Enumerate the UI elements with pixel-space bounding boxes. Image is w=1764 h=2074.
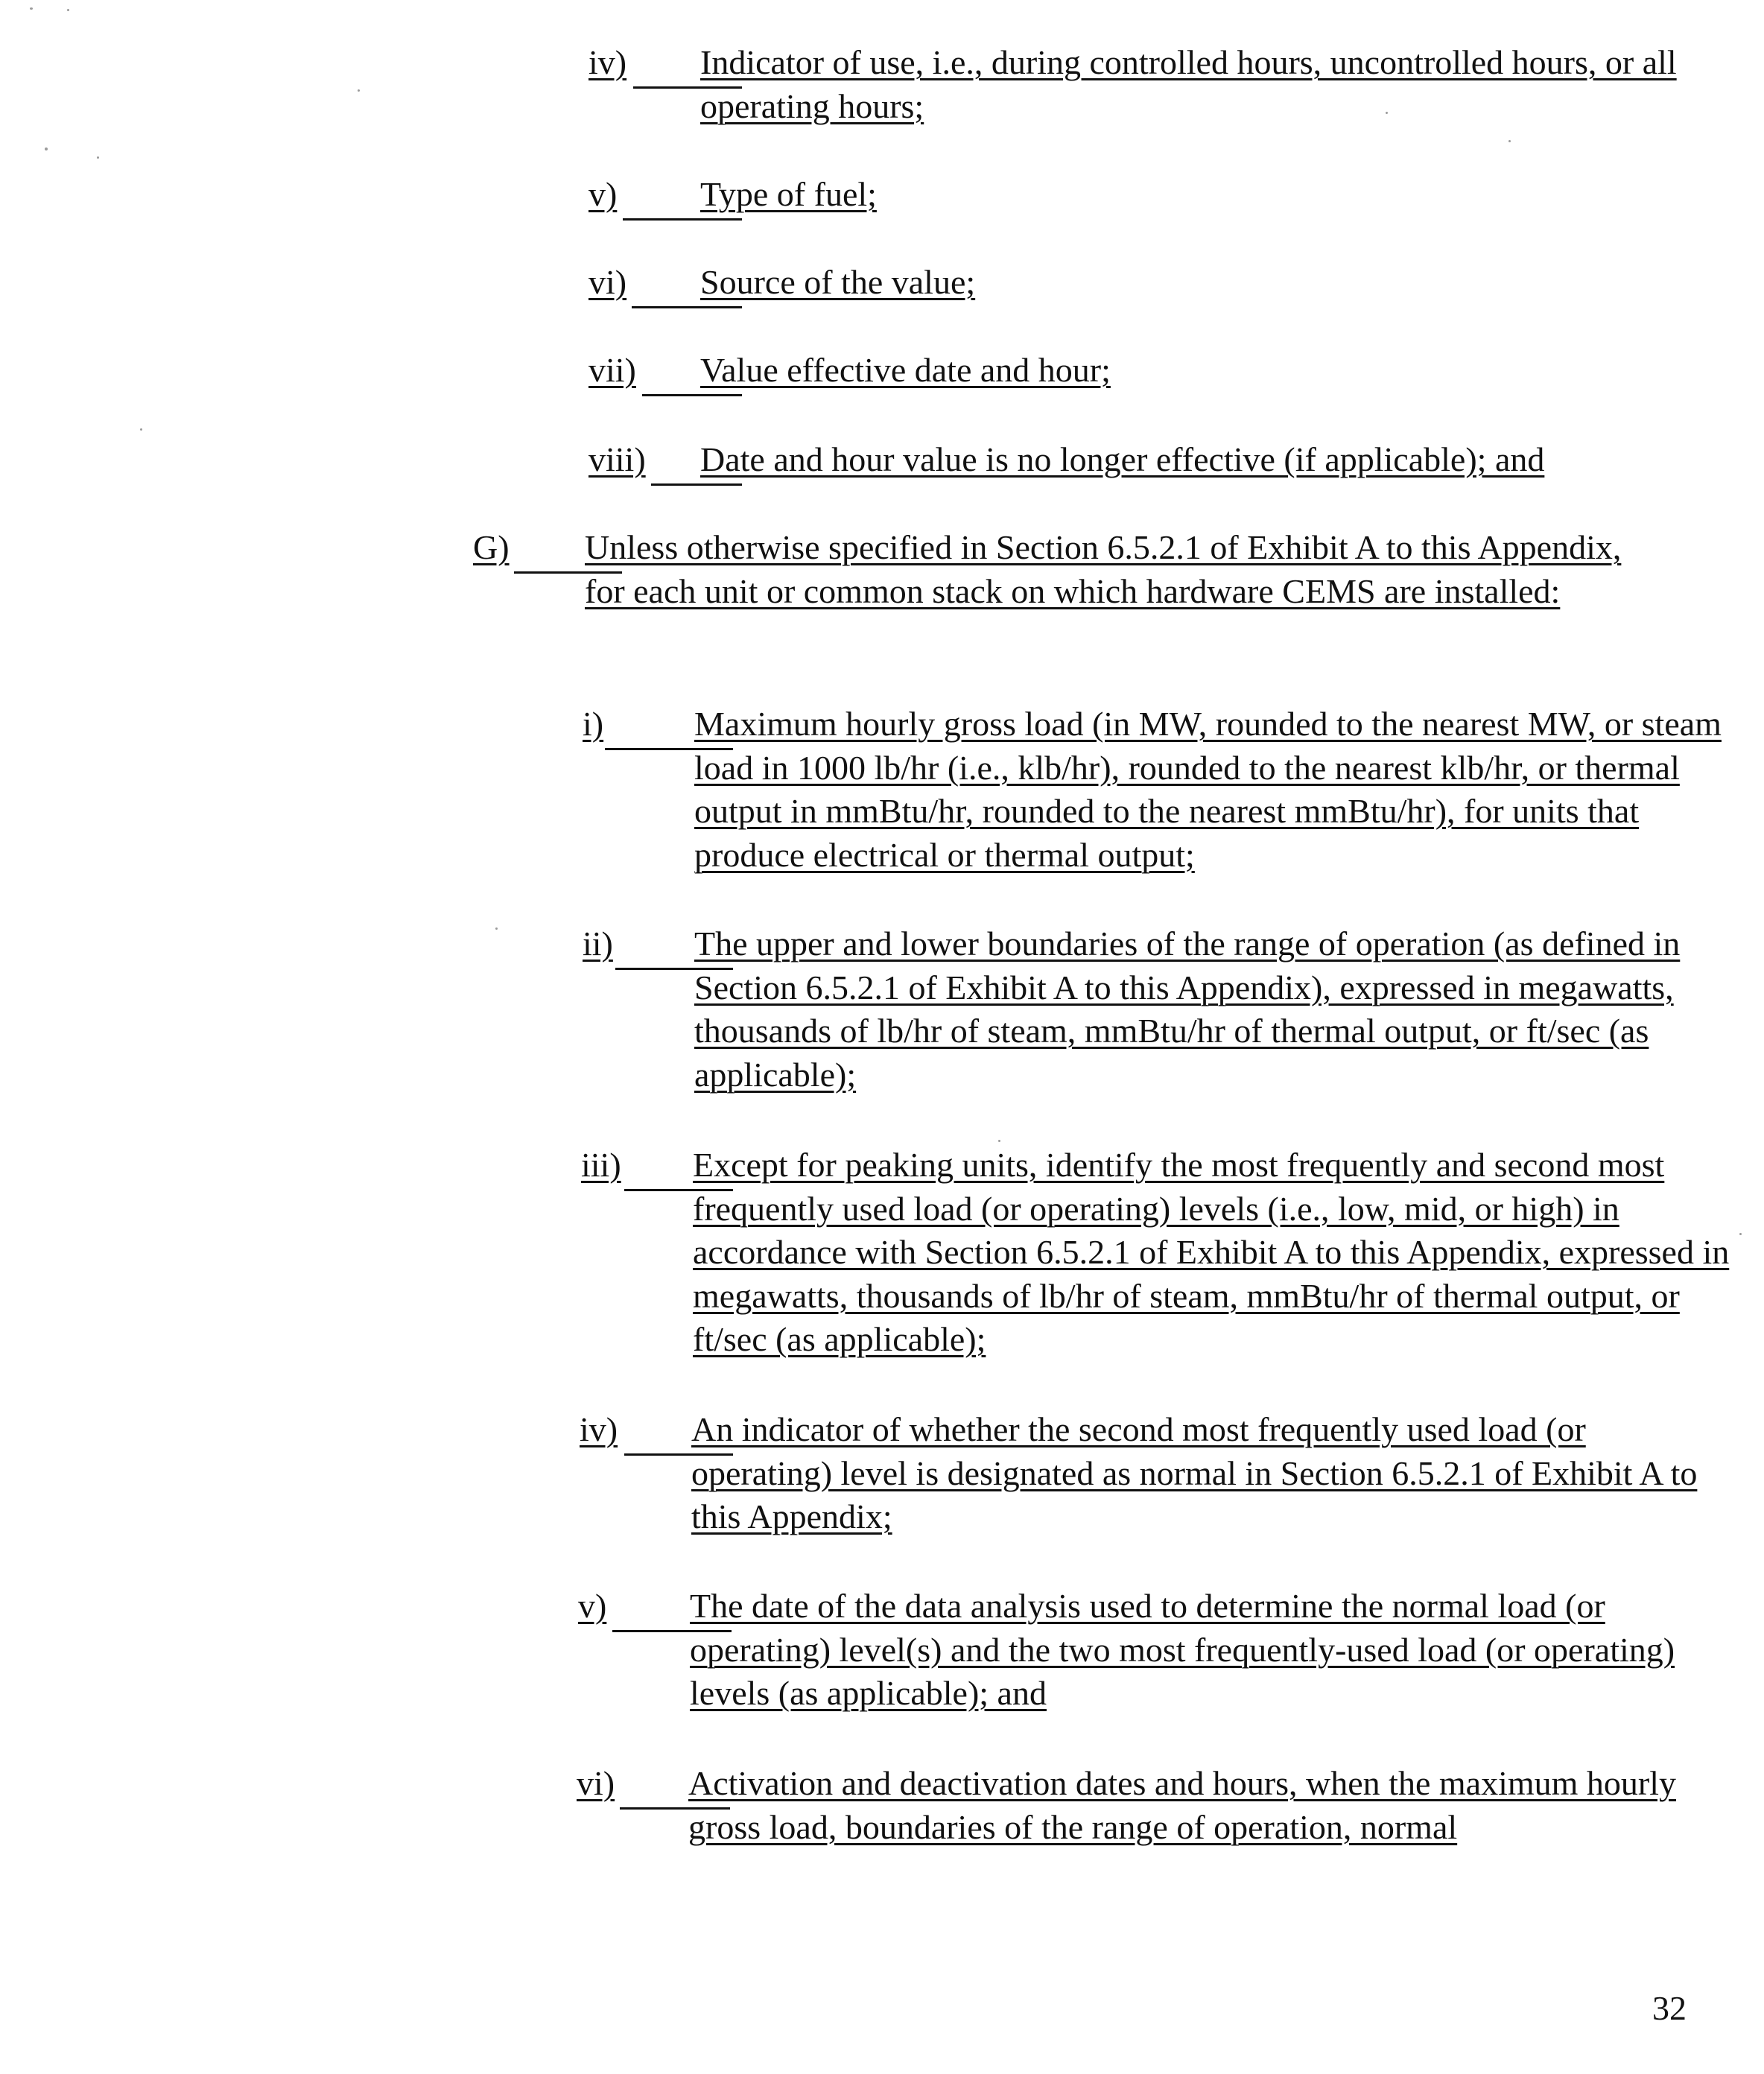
scan-speck — [1508, 140, 1511, 142]
item-text: The upper and lower boundaries of the range of operation (as defined in Section 6.5.2.1 of Exhibit A to this Appendix), expressed in megawatts, thousands of lb/hr of steam, mmBtu/hr of thermal output, or ft/sec (as applicable); — [694, 925, 1681, 1094]
scan-speck — [1739, 1233, 1742, 1235]
item-text: Activation and deactivation dates and hours, when the maximum hourly gross load, boundaries of the range of operation, normal — [688, 1764, 1677, 1846]
item-label: vii) — [588, 351, 636, 389]
item-text: The date of the data analysis used to determine the normal load (or operating) level(s) and the two most frequently-used load (or operating) levels (as applicable); and — [690, 1587, 1675, 1712]
scan-speck — [67, 9, 69, 11]
item-label: iv) — [580, 1410, 618, 1448]
item-label: i) — [583, 705, 604, 743]
item-text: Maximum hourly gross load (in MW, rounded to the nearest MW, or steam load in 1000 lb/hr (i.e., klb/hr), rounded to the nearest klb/hr, or thermal output in mmBtu/hr, rounded to the nearest mmBtu/hr), for units that produce electrical or thermal output; — [694, 705, 1722, 874]
item-label: vi) — [577, 1764, 615, 1802]
item-text: Indicator of use, i.e., during controlled hours, uncontrolled hours, or all operating hours; — [700, 43, 1677, 125]
scan-speck — [30, 7, 33, 10]
item-text: Type of fuel; — [700, 175, 877, 213]
item-text: Except for peaking units, identify the most frequently and second most frequently used load (or operating) levels (i.e., low, mid, or high) in accordance with Section 6.5.2.1 of Exhibit A to this Appendix, expressed in megawatts, thousands of lb/hr of steam, mmBtu/hr of thermal output, or ft/sec (as applicable); — [693, 1146, 1730, 1358]
scan-speck — [140, 428, 142, 431]
scan-speck — [358, 89, 360, 92]
item-label: iii) — [581, 1146, 621, 1184]
item-text: Date and hour value is no longer effective (if applicable); and — [700, 440, 1545, 478]
item-label: v) — [578, 1587, 607, 1625]
item-label: G) — [473, 528, 510, 566]
scan-speck — [45, 148, 48, 150]
scan-speck — [495, 927, 498, 930]
page-number: 32 — [1652, 1989, 1687, 2027]
item-label: v) — [588, 175, 618, 213]
item-label: vi) — [588, 263, 627, 301]
item-label: iv) — [588, 43, 627, 81]
scan-speck — [97, 156, 99, 159]
item-text: Source of the value; — [700, 263, 976, 301]
item-text: Value effective date and hour; — [700, 351, 1111, 389]
scan-speck — [998, 1140, 1000, 1142]
item-text: Unless otherwise specified in Section 6.5.2.1 of Exhibit A to this Appendix, for each unit or common stack on which hardware CEMS are installed: — [585, 528, 1622, 610]
item-label: ii) — [583, 925, 613, 963]
item-label: viii) — [588, 440, 646, 478]
item-text: An indicator of whether the second most frequently used load (or operating) level is designated as normal in Section 6.5.2.1 of Exhibit A to this Appendix; — [691, 1410, 1698, 1535]
